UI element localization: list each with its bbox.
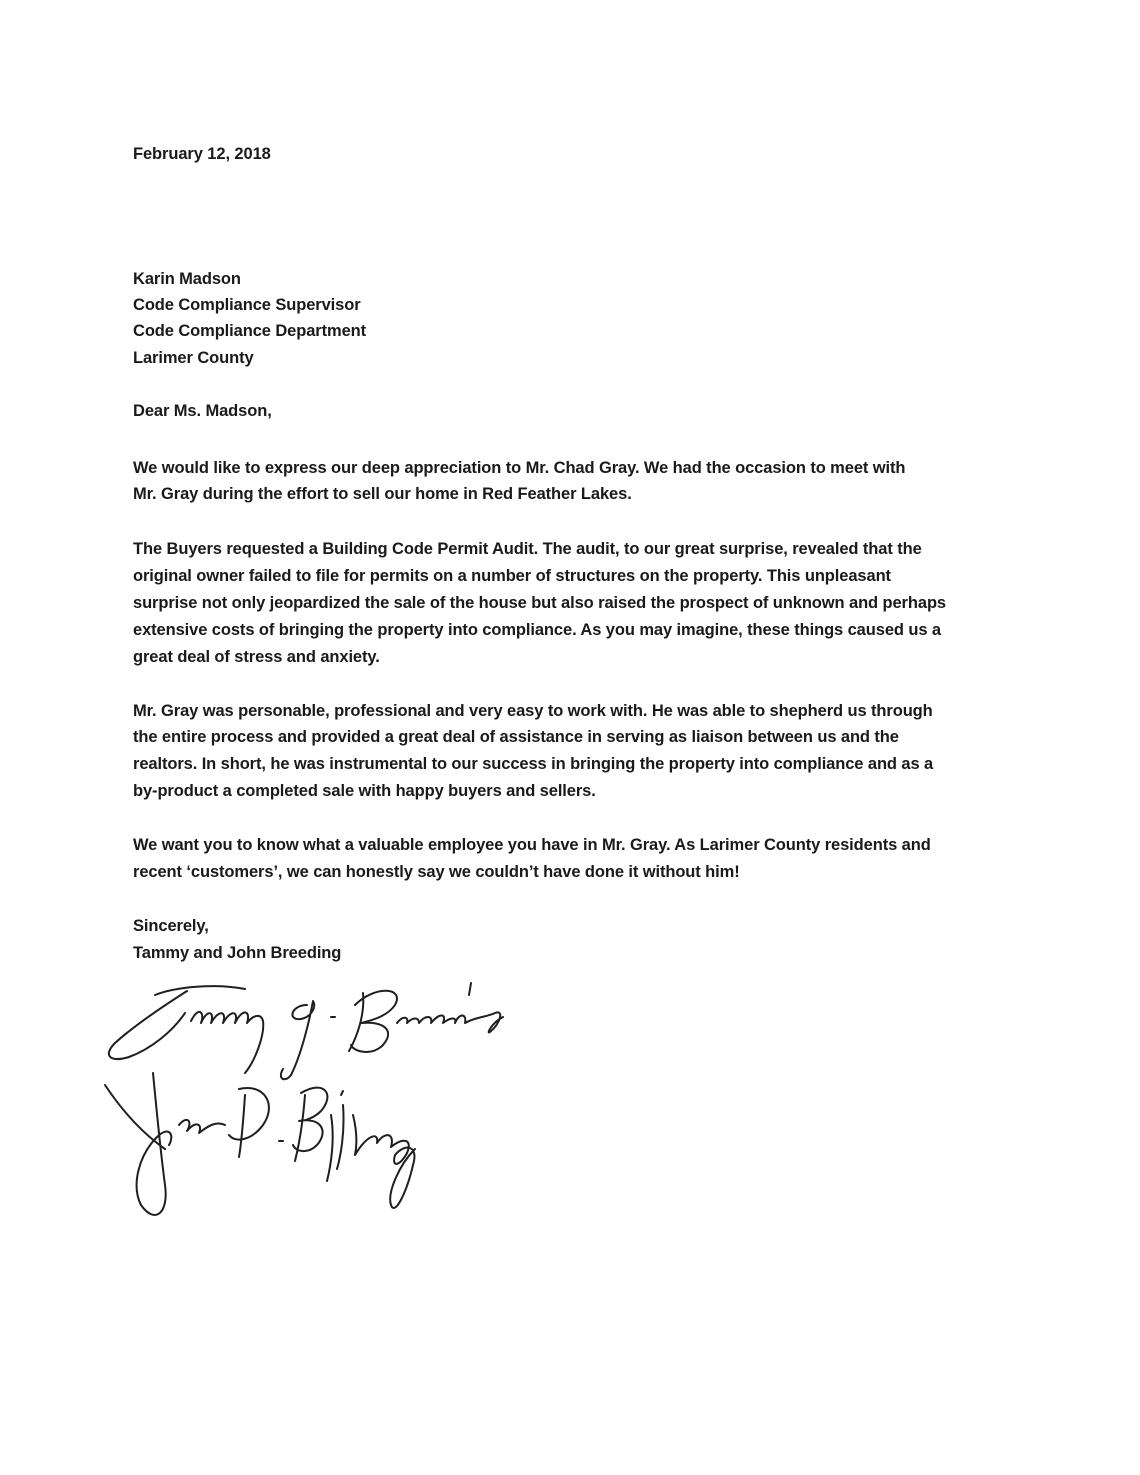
letter-date: February 12, 2018 bbox=[133, 145, 271, 163]
salutation: Dear Ms. Madson, bbox=[133, 402, 272, 420]
recipient-name: Karin Madson bbox=[133, 270, 241, 288]
paragraph-2-line: great deal of stress and anxiety. bbox=[133, 648, 380, 666]
paragraph-2-line: surprise not only jeopardized the sale of the house but also raised the prospect of unknown and perhaps bbox=[133, 594, 946, 612]
paragraph-3-line: Mr. Gray was personable, professional and very easy to work with. He was able to shepherd us through bbox=[133, 702, 933, 720]
paragraph-4-line: recent ‘customers’, we can honestly say we couldn’t have done it without him! bbox=[133, 863, 740, 881]
handwritten-signature bbox=[95, 965, 525, 1235]
signers: Tammy and John Breeding bbox=[133, 944, 342, 962]
paragraph-2-line: original owner failed to file for permits on a number of structures on the property. This unpleasant bbox=[133, 567, 891, 585]
recipient-title: Code Compliance Supervisor bbox=[133, 296, 361, 314]
paragraph-3-line: realtors. In short, he was instrumental to our success in bringing the property into compliance and as a bbox=[133, 755, 934, 773]
paragraph-2-line: The Buyers requested a Building Code Permit Audit. The audit, to our great surprise, revealed that the bbox=[133, 540, 922, 558]
paragraph-3-line: by-product a completed sale with happy buyers and sellers. bbox=[133, 782, 596, 800]
paragraph-1-line: We would like to express our deep appreciation to Mr. Chad Gray. We had the occasion to meet with bbox=[133, 459, 906, 477]
paragraph-3-line: the entire process and provided a great deal of assistance in serving as liaison between us and the bbox=[133, 728, 899, 746]
closing: Sincerely, bbox=[133, 917, 209, 935]
paragraph-1-line: Mr. Gray during the effort to sell our home in Red Feather Lakes. bbox=[133, 485, 632, 503]
paragraph-4-line: We want you to know what a valuable employee you have in Mr. Gray. As Larimer County residents and bbox=[133, 836, 931, 854]
paragraph-2-line: extensive costs of bringing the property into compliance. As you may imagine, these things caused us a bbox=[133, 621, 941, 639]
recipient-department: Code Compliance Department bbox=[133, 322, 367, 340]
recipient-organization: Larimer County bbox=[133, 349, 254, 367]
